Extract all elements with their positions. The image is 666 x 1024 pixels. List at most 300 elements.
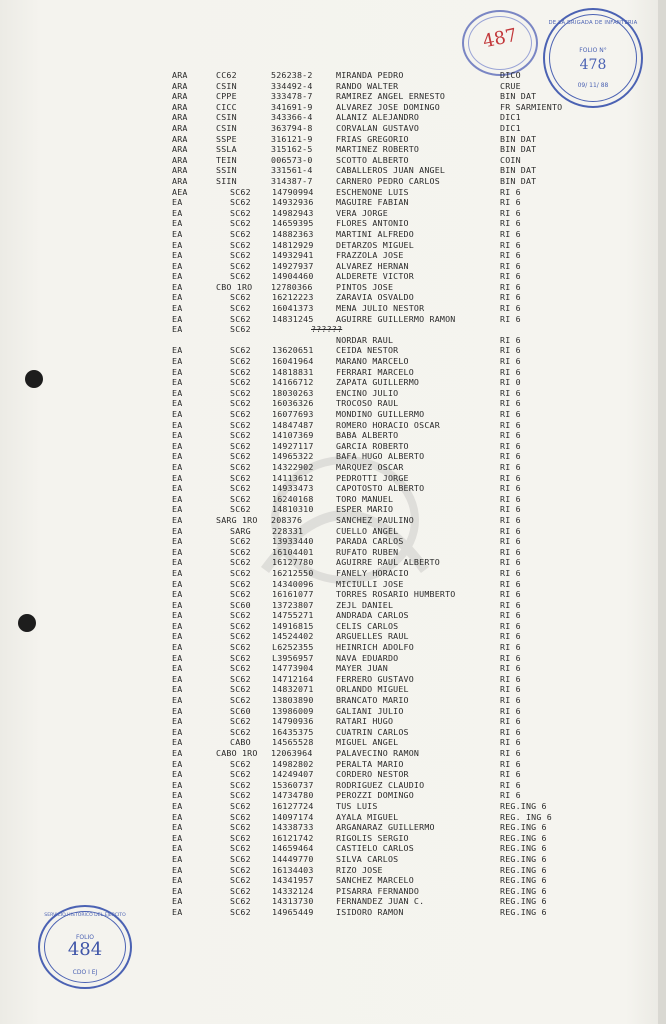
destination-cell: RI 6: [500, 599, 521, 610]
destination-cell: REG.ING 6: [500, 853, 547, 864]
destination-cell: RI 6: [500, 271, 521, 282]
destination-cell: RI 6: [500, 398, 521, 409]
list-row: [0, 345, 666, 356]
rank-cell: TEIN: [216, 154, 237, 165]
rank-cell: SC62: [230, 377, 251, 388]
id-number-cell: L3956957: [272, 652, 314, 663]
unit-cell: EA: [172, 705, 183, 716]
unit-cell: EA: [172, 303, 183, 314]
destination-cell: RI 6: [500, 483, 521, 494]
unit-cell: EA: [172, 684, 183, 695]
list-row: [0, 70, 666, 81]
rank-cell: SC62: [230, 292, 251, 303]
id-number-cell: 343366-4: [271, 112, 313, 123]
destination-cell: RI 6: [500, 493, 521, 504]
id-number-cell: 13986009: [272, 705, 314, 716]
list-row: [0, 843, 666, 854]
list-row: [0, 483, 666, 494]
rank-cell: SC62: [230, 239, 251, 250]
name-cell: CAPOTOSTO ALBERTO: [336, 483, 425, 494]
destination-cell: RI 6: [500, 589, 521, 600]
list-row: [0, 187, 666, 198]
name-cell: PARADA CARLOS: [336, 536, 404, 547]
name-cell: PEDROTTI JORGE: [336, 472, 409, 483]
id-number-cell: 16104401: [272, 546, 314, 557]
destination-cell: RI 6: [500, 345, 521, 356]
id-number-cell: 14773904: [272, 663, 314, 674]
name-cell: MENA JULIO NESTOR: [336, 303, 425, 314]
unit-cell: EA: [172, 377, 183, 388]
rank-cell: CPPE: [216, 91, 237, 102]
rank-cell: SC62: [230, 853, 251, 864]
unit-cell: EA: [172, 451, 183, 462]
destination-cell: RI 6: [500, 525, 521, 536]
list-row: [0, 314, 666, 325]
rank-cell: SC60: [230, 705, 251, 716]
id-number-cell: 14524402: [272, 631, 314, 642]
unit-cell: EA: [172, 228, 183, 239]
rank-cell: SC62: [230, 811, 251, 822]
destination-cell: FR SARMIENTO: [500, 101, 563, 112]
id-number-cell: 14113612: [272, 472, 314, 483]
unit-cell: EA: [172, 875, 183, 886]
id-number-cell: 14313730: [272, 896, 314, 907]
destination-cell: RI 6: [500, 366, 521, 377]
destination-cell: RI 6: [500, 250, 521, 261]
name-cell: ORLANDO MIGUEL: [336, 684, 409, 695]
rank-cell: SC62: [230, 832, 251, 843]
id-number-cell: 16121742: [272, 832, 314, 843]
unit-cell: ARA: [172, 91, 188, 102]
destination-cell: REG.ING 6: [500, 843, 547, 854]
unit-cell: EA: [172, 589, 183, 600]
destination-cell: RI 6: [500, 313, 521, 324]
name-cell: PINTOS JOSE: [336, 281, 394, 292]
id-number-cell: 16212223: [272, 292, 314, 303]
id-number-cell: 14832071: [272, 684, 314, 695]
destination-cell: RI 6: [500, 303, 521, 314]
id-number-cell: 333478-7: [271, 91, 313, 102]
rank-cell: SC62: [230, 557, 251, 568]
unit-cell: EA: [172, 822, 183, 833]
rank-cell: SC62: [230, 726, 251, 737]
id-number-cell: 14982802: [272, 758, 314, 769]
rank-cell: SC62: [230, 419, 251, 430]
destination-cell: RI 6: [500, 228, 521, 239]
unit-cell: EA: [172, 525, 183, 536]
name-cell: ALVAREZ JOSE DOMINGO: [336, 101, 440, 112]
rank-cell: SC62: [230, 186, 251, 197]
unit-cell: EA: [172, 663, 183, 674]
bottom-seal-folio-label: FOLIO: [75, 934, 94, 941]
unit-cell: EA: [172, 440, 183, 451]
unit-cell: EA: [172, 790, 183, 801]
id-number-cell: 13803890: [272, 695, 314, 706]
id-number-cell: 006573-0: [271, 154, 313, 165]
brigade-seal-folio-label: FOLIO N°: [579, 47, 607, 54]
destination-cell: RI 6: [500, 461, 521, 472]
rank-cell: CICC: [216, 101, 237, 112]
rank-cell: SC62: [230, 493, 251, 504]
name-cell: PERALTA MARIO: [336, 758, 404, 769]
rank-cell: SC62: [230, 843, 251, 854]
name-cell: SANCHEZ PAULINO: [336, 514, 414, 525]
list-row: [0, 706, 666, 717]
list-row: [0, 324, 666, 335]
name-cell: MAYER JUAN: [336, 663, 388, 674]
destination-cell: RI 6: [500, 631, 521, 642]
id-number-cell: 12063964: [271, 748, 313, 758]
id-number-cell: 341691-9: [271, 101, 313, 112]
rank-cell: SC62: [230, 345, 251, 356]
rank-cell: SC62: [230, 207, 251, 218]
name-cell: PALAVECINO RAMON: [336, 748, 420, 758]
rank-cell: SC60: [230, 599, 251, 610]
list-row: [0, 695, 666, 706]
destination-cell: RI 6: [500, 218, 521, 229]
name-cell: MIGUEL ANGEL: [336, 737, 399, 748]
destination-cell: RI 6: [500, 610, 521, 621]
id-number-cell: 14882363: [272, 228, 314, 239]
list-row: [0, 896, 666, 907]
rank-cell: SC62: [230, 356, 251, 367]
brigade-seal-date: 09/ 11/ 88: [577, 82, 609, 89]
name-cell: ANDRADA CARLOS: [336, 610, 409, 621]
list-row: [0, 388, 666, 399]
name-cell: CASTIELO CARLOS: [336, 843, 414, 854]
destination-cell: BIN DAT: [500, 144, 537, 155]
list-row: [0, 865, 666, 876]
id-number-cell: 14932941: [272, 250, 314, 261]
unit-cell: EA: [172, 737, 183, 748]
rank-cell: SC62: [230, 769, 251, 780]
destination-cell: CRUE: [500, 80, 521, 91]
id-number-cell: 14847487: [272, 419, 314, 430]
destination-cell: REG.ING 6: [500, 896, 547, 907]
id-number-cell: 14107369: [272, 430, 314, 441]
destination-cell: RI 6: [500, 557, 521, 568]
rank-cell: SSIN: [216, 165, 237, 176]
name-cell: NORDAR RAUL: [336, 334, 394, 345]
list-row: [0, 430, 666, 441]
unit-cell: ARA: [172, 144, 188, 155]
id-number-cell: 14249407: [272, 769, 314, 780]
unit-cell: ARA: [172, 133, 188, 144]
unit-cell: ARA: [172, 154, 188, 165]
destination-cell: DICO: [500, 70, 521, 80]
destination-cell: BIN DAT: [500, 133, 537, 144]
id-number-cell: 208376: [271, 514, 303, 525]
list-row: [0, 250, 666, 261]
id-number-cell: 14810310: [272, 504, 314, 515]
rank-cell: SC62: [230, 790, 251, 801]
rank-cell: SC62: [230, 800, 251, 811]
list-row: [0, 420, 666, 431]
bottom-seal-footer: CDO I EJ: [72, 969, 98, 976]
rank-cell: SC62: [230, 366, 251, 377]
unit-cell: EA: [172, 599, 183, 610]
list-row: [0, 240, 666, 251]
name-cell: VERA JORGE: [336, 207, 388, 218]
destination-cell: RI 6: [500, 292, 521, 303]
list-row: [0, 822, 666, 833]
destination-cell: RI 6: [500, 451, 521, 462]
destination-cell: RI 6: [500, 620, 521, 631]
list-row: [0, 473, 666, 484]
name-cell: ALANIZ ALEJANDRO: [336, 112, 420, 123]
list-row: [0, 81, 666, 92]
list-row: [0, 589, 666, 600]
rank-cell: SSLA: [216, 144, 237, 155]
name-cell: ZARAVIA OSVALDO: [336, 292, 414, 303]
destination-cell: RI 6: [500, 207, 521, 218]
name-cell: FERRERO GUSTAVO: [336, 673, 414, 684]
unit-cell: EA: [172, 610, 183, 621]
unit-cell: ARA: [172, 175, 188, 186]
name-cell: ESPER MARIO: [336, 504, 394, 515]
unit-cell: EA: [172, 409, 183, 419]
list-row: [0, 377, 666, 388]
destination-cell: RI 0: [500, 377, 521, 388]
unit-cell: ARA: [172, 165, 188, 176]
rank-cell: SC62: [230, 218, 251, 229]
id-number-cell: 15360737: [272, 779, 314, 790]
rank-cell: SIIN: [216, 175, 237, 186]
destination-cell: RI 6: [500, 790, 521, 801]
destination-cell: RI 6: [500, 186, 521, 197]
unit-cell: EA: [172, 800, 183, 811]
name-cell: RAMIREZ ANGEL ERNESTO: [336, 91, 446, 102]
list-row: [0, 515, 666, 526]
name-cell: PISARRA FERNANDO: [336, 885, 420, 896]
name-cell: RODRIGUEZ CLAUDIO: [336, 779, 425, 790]
destination-cell: REG.ING 6: [500, 864, 547, 875]
name-cell: CEIDA NESTOR: [336, 345, 399, 356]
destination-cell: RI 6: [500, 673, 521, 684]
unit-cell: EA: [172, 906, 183, 917]
destination-cell: DIC1: [500, 122, 521, 133]
list-row: [0, 674, 666, 685]
unit-cell: EA: [172, 292, 183, 303]
destination-cell: BIN DAT: [500, 91, 537, 102]
id-number-cell: 331561-4: [271, 165, 313, 176]
list-row: [0, 812, 666, 823]
rank-cell: SARG 1RO: [216, 514, 258, 525]
rank-cell: SC62: [230, 716, 251, 727]
id-number-cell: 14712164: [272, 673, 314, 684]
name-cell: RANDO WALTER: [336, 80, 399, 91]
name-cell: FERNANDEZ JUAN C.: [336, 896, 425, 907]
id-number-cell: 16041373: [272, 303, 314, 314]
id-number-cell: 14831245: [272, 313, 314, 324]
name-cell: FLORES ANTONIO: [336, 218, 409, 229]
id-number-cell: 14341957: [272, 875, 314, 886]
rank-cell: SC62: [230, 197, 251, 208]
destination-cell: RI 6: [500, 716, 521, 727]
name-cell: MARTINEZ ROBERTO: [336, 144, 420, 155]
rank-cell: SC62: [230, 440, 251, 451]
rank-cell: SC62: [230, 673, 251, 684]
destination-cell: RI 6: [500, 387, 521, 398]
destination-cell: RI 6: [500, 197, 521, 208]
name-cell: ZAPATA GUILLERMO: [336, 377, 420, 388]
id-number-cell: 14755271: [272, 610, 314, 621]
list-row: [0, 780, 666, 791]
id-number-cell: 14982943: [272, 207, 314, 218]
list-row: [0, 568, 666, 579]
unit-cell: EA: [172, 345, 183, 356]
unit-cell: EA: [172, 281, 183, 292]
id-number-cell: 13933440: [272, 536, 314, 547]
unit-cell: EA: [172, 313, 183, 324]
list-row: [0, 102, 666, 113]
rank-cell: SC62: [230, 684, 251, 695]
unit-cell: EA: [172, 387, 183, 398]
name-cell: AGUIRRE RAUL ALBERTO: [336, 557, 440, 568]
name-cell: ISIDORO RAMON: [336, 906, 404, 917]
unit-cell: EA: [172, 366, 183, 377]
unit-cell: EA: [172, 885, 183, 896]
rank-cell: CBO 1RO: [216, 281, 253, 292]
list-row: [0, 854, 666, 865]
unit-cell: EA: [172, 567, 183, 578]
rank-cell: SC62: [230, 758, 251, 769]
unit-cell: EA: [172, 504, 183, 515]
unit-cell: ARA: [172, 70, 188, 80]
list-row: [0, 621, 666, 632]
list-row: [0, 663, 666, 674]
name-cell: ZEJL DANIEL: [336, 599, 394, 610]
name-cell: TORRES ROSARIO HUMBERTO: [336, 589, 456, 600]
id-number-cell: 16161077: [272, 589, 314, 600]
bottom-seal-stamp: [38, 905, 132, 989]
rank-cell: SC62: [230, 896, 251, 907]
unit-cell: EA: [172, 769, 183, 780]
list-row: [0, 759, 666, 770]
rank-cell: SARG: [230, 525, 251, 536]
rank-cell: SC62: [230, 461, 251, 472]
unit-cell: EA: [172, 430, 183, 441]
rank-cell: SC62: [230, 398, 251, 409]
destination-cell: RI 6: [500, 440, 521, 451]
name-cell: ESCHENONE LUIS: [336, 186, 409, 197]
destination-cell: REG. ING 6: [500, 811, 552, 822]
rank-cell: SC62: [230, 472, 251, 483]
rank-cell: SC62: [230, 303, 251, 314]
name-cell: CABALLEROS JUAN ANGEL: [336, 165, 446, 176]
unit-cell: EA: [172, 207, 183, 218]
unit-cell: EA: [172, 726, 183, 737]
name-cell: RIGOLIS SERGIO: [336, 832, 409, 843]
list-row: [0, 536, 666, 547]
unit-cell: EA: [172, 716, 183, 727]
id-number-cell: 14812929: [272, 239, 314, 250]
name-cell: MARQUEZ OSCAR: [336, 461, 404, 472]
id-number-cell: 18030263: [272, 387, 314, 398]
name-cell: MARTINI ALFREDO: [336, 228, 414, 239]
list-row: [0, 91, 666, 102]
list-row: [0, 303, 666, 314]
unit-cell: EA: [172, 419, 183, 430]
list-row: [0, 653, 666, 664]
destination-cell: RI 6: [500, 642, 521, 653]
name-cell: CUATRIN CARLOS: [336, 726, 409, 737]
destination-cell: RI 6: [500, 663, 521, 674]
list-row: [0, 769, 666, 780]
name-cell: BRANCATO MARIO: [336, 695, 409, 706]
id-number-cell: 228331: [272, 525, 304, 536]
list-row: [0, 716, 666, 727]
unit-cell: EA: [172, 356, 183, 367]
list-row: [0, 790, 666, 801]
id-number-cell: 14818831: [272, 366, 314, 377]
rank-cell: SC62: [230, 451, 251, 462]
unit-cell: EA: [172, 864, 183, 875]
unit-cell: EA: [172, 673, 183, 684]
name-cell: BABA ALBERTO: [336, 430, 399, 441]
destination-cell: BIN DAT: [500, 165, 537, 176]
list-row: [0, 557, 666, 568]
id-number-cell: 16127780: [272, 557, 314, 568]
list-row: [0, 261, 666, 272]
rank-cell: SC62: [230, 536, 251, 547]
list-row: [0, 356, 666, 367]
destination-cell: RI 6: [500, 546, 521, 557]
list-row: [0, 165, 666, 176]
rank-cell: SC62: [230, 271, 251, 282]
name-cell: GARCIA ROBERTO: [336, 440, 409, 451]
destination-cell: RI 6: [500, 536, 521, 547]
unit-cell: EA: [172, 748, 183, 758]
id-number-cell: 14932936: [272, 197, 314, 208]
destination-cell: RI 6: [500, 695, 521, 706]
list-row: [0, 208, 666, 219]
id-number-cell: 14659464: [272, 843, 314, 854]
unit-cell: EA: [172, 853, 183, 864]
destination-cell: RI 6: [500, 334, 521, 345]
destination-cell: REG.ING 6: [500, 906, 547, 917]
name-cell: ROMERO HORACIO OSCAR: [336, 419, 440, 430]
rank-cell: CABO 1RO: [216, 748, 258, 758]
unit-cell: EA: [172, 260, 183, 271]
list-row: [0, 504, 666, 515]
id-number-cell: 14933473: [272, 483, 314, 494]
rank-cell: SC62: [230, 409, 251, 419]
unit-cell: AEA: [172, 186, 188, 197]
unit-cell: ARA: [172, 80, 188, 91]
unit-cell: EA: [172, 779, 183, 790]
id-number-cell: 14927117: [272, 440, 314, 451]
unit-cell: EA: [172, 695, 183, 706]
unit-cell: EA: [172, 843, 183, 854]
destination-cell: RI 6: [500, 705, 521, 716]
list-row: [0, 494, 666, 505]
name-cell: PEROZZI DOMINGO: [336, 790, 414, 801]
rank-cell: SC62: [230, 663, 251, 674]
unit-cell: EA: [172, 324, 183, 335]
rank-cell: SC62: [230, 885, 251, 896]
rank-cell: SC62: [230, 387, 251, 398]
bottom-seal-number: 484: [67, 939, 103, 960]
name-cell: RIZO JOSE: [336, 864, 383, 875]
unit-cell: EA: [172, 472, 183, 483]
rank-cell: SC62: [230, 620, 251, 631]
destination-cell: RI 6: [500, 578, 521, 589]
unit-cell: ARA: [172, 122, 188, 133]
destination-cell: BIN DAT: [500, 175, 537, 186]
rank-cell: SC62: [230, 578, 251, 589]
list-row: [0, 600, 666, 611]
